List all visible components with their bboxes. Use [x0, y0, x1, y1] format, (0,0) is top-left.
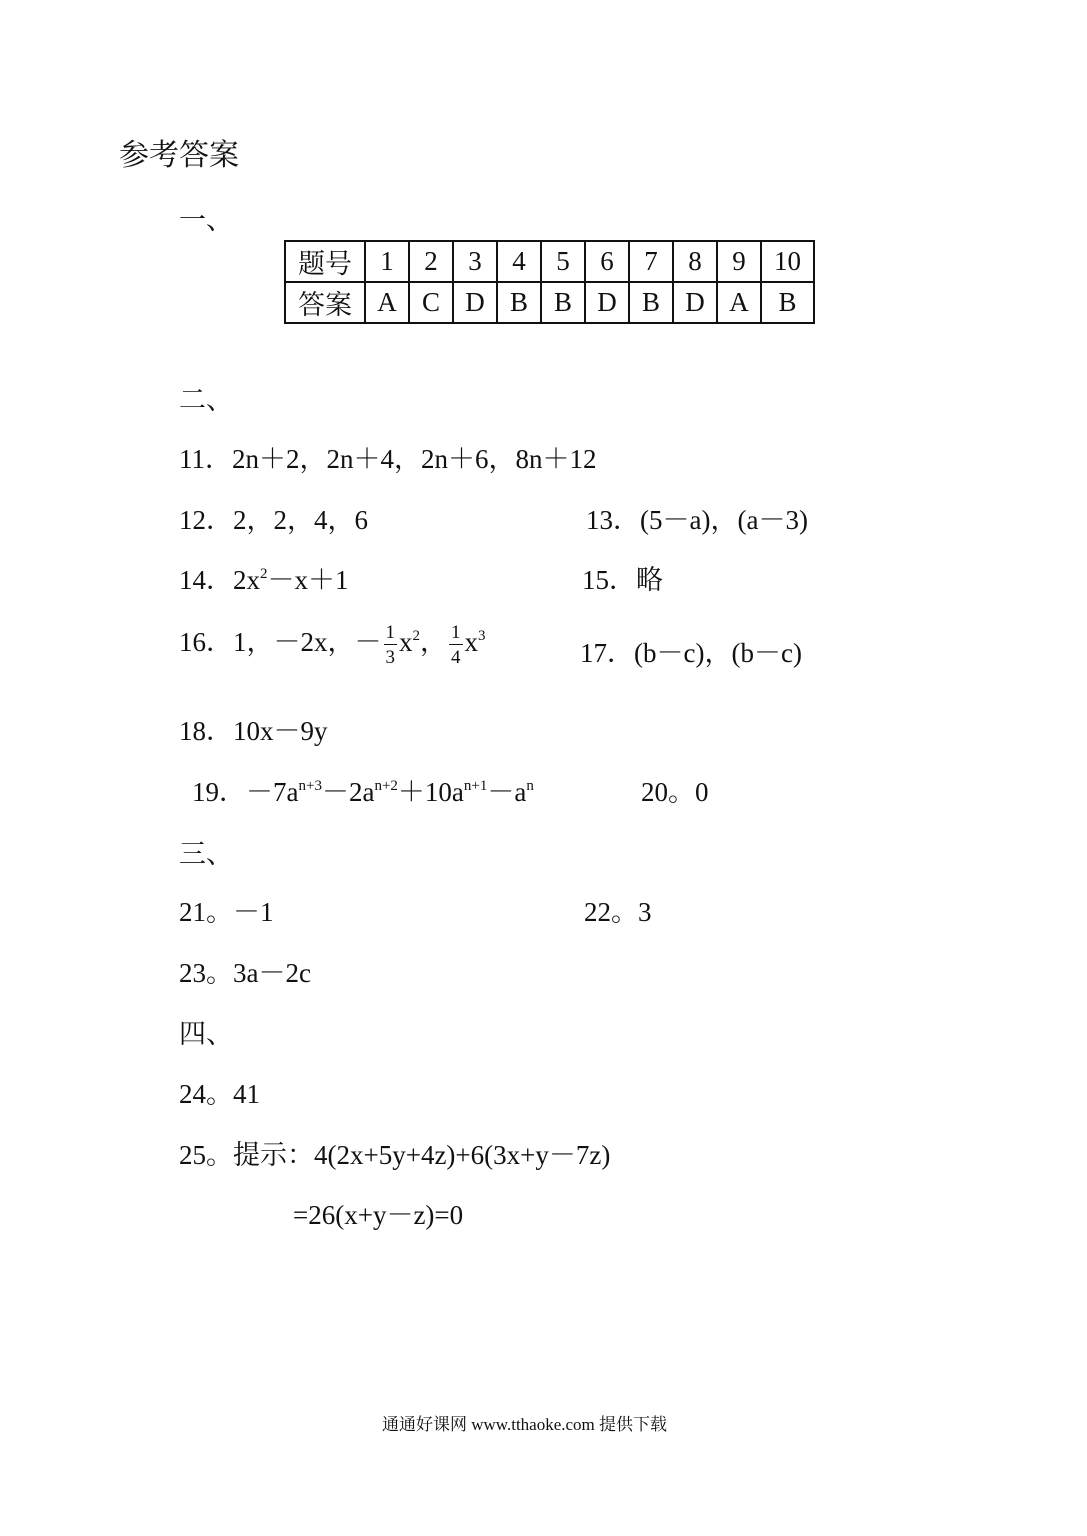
table-row-numbers [285, 241, 814, 282]
table-cell: 4 [497, 241, 541, 282]
answer-19-term-4: －a [487, 777, 527, 807]
answer-14 [179, 558, 349, 597]
table-cell: 9 [717, 241, 761, 282]
table-cell: 5 [541, 241, 585, 282]
answer-24: 24。41 [179, 1079, 260, 1109]
page-title: 参考答案 [119, 139, 239, 172]
answer-19-term-1: 19．－7a [192, 777, 299, 807]
answer-16-prefix: 16．1，－2x，－ [179, 627, 382, 657]
table-cell: D [453, 282, 497, 323]
answer-19-exponent-4: n [526, 778, 534, 794]
section-heading-3: 三、 [179, 839, 233, 869]
answer-16-x3-exponent: 3 [478, 628, 486, 644]
footer-credit: 通通好课网 www.tthaoke.com 提供下载 [382, 1415, 668, 1434]
table-cell: 3 [453, 241, 497, 282]
answer-21: 21。－1 [179, 897, 274, 927]
table-cell: 2 [409, 241, 453, 282]
table-cell: B [541, 282, 585, 323]
answer-16-x2: x [399, 627, 413, 657]
answer-19-exponent-3: n+1 [463, 778, 488, 794]
answer-14-prefix: 14．2x [179, 565, 260, 595]
answer-22: 22。3 [584, 897, 652, 927]
table-cell: 8 [673, 241, 717, 282]
table-cell: D [673, 282, 717, 323]
fraction-one-third [384, 623, 398, 667]
answer-16-x2-exponent: 2 [412, 628, 420, 644]
answer-19-term-2: －2a [321, 777, 375, 807]
answer-16-separator: ， [420, 627, 447, 657]
table-header-question-no: 题号 [285, 241, 365, 282]
table-cell: B [761, 282, 814, 323]
answer-18: 18．10x－9y [179, 716, 328, 746]
answer-table [284, 240, 815, 324]
table-row-answers [285, 282, 814, 323]
answer-15: 15．略 [582, 565, 663, 595]
answer-23: 23。3a－2c [179, 958, 311, 988]
answer-14-exponent: 2 [260, 566, 268, 582]
answer-16-x3: x [464, 627, 478, 657]
section-heading-2: 二、 [179, 385, 233, 415]
answer-16 [179, 620, 486, 667]
table-cell: 6 [585, 241, 629, 282]
answer-13: 13．(5－a)，(a－3) [586, 505, 808, 535]
table-cell: 7 [629, 241, 673, 282]
answer-19-exponent-2: n+2 [374, 778, 398, 794]
answer-19 [192, 770, 534, 809]
answer-17: 17．(b－c)，(b－c) [580, 638, 802, 668]
table-header-answer: 答案 [285, 282, 365, 323]
table-cell: D [585, 282, 629, 323]
answer-12: 12．2，2，4，6 [179, 505, 368, 535]
table-cell: 10 [761, 241, 814, 282]
table-cell: A [717, 282, 761, 323]
section-heading-4: 四、 [179, 1019, 233, 1049]
fraction-denominator: 3 [385, 646, 395, 668]
answer-11: 11．2n＋2，2n＋4，2n＋6，8n＋12 [179, 444, 597, 474]
fraction-denominator: 4 [451, 646, 461, 668]
fraction-one-quarter [449, 623, 463, 667]
fraction-numerator: 1 [385, 621, 395, 643]
answer-20: 20。0 [641, 777, 709, 807]
section-heading-1: 一、 [179, 205, 233, 235]
answer-19-exponent-1: n+3 [298, 778, 322, 794]
table-cell: A [365, 282, 409, 323]
fraction-numerator: 1 [451, 621, 461, 643]
answer-14-rest: －x＋1 [267, 565, 349, 595]
table-cell: 1 [365, 241, 409, 282]
table-cell: B [497, 282, 541, 323]
answer-25-line-2: =26(x+y－z)=0 [293, 1200, 464, 1230]
answer-19-term-3: ＋10a [397, 777, 464, 807]
answer-25-line-1: 25。提示：4(2x+5y+4z)+6(3x+y－7z) [179, 1140, 611, 1170]
table-cell: C [409, 282, 453, 323]
table-cell: B [629, 282, 673, 323]
